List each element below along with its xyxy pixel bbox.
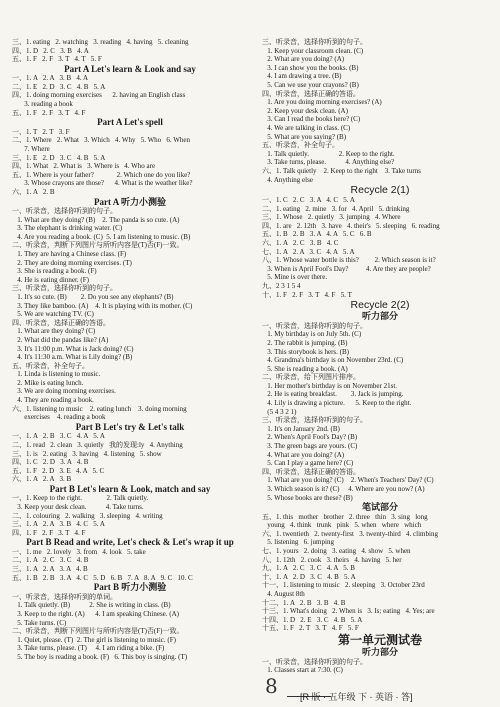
section-heading: 听力部分 xyxy=(361,311,398,322)
answer-line: young 4. think trunk pink 5. when where which xyxy=(262,521,422,530)
answer-line: 八、1. 12th 2. cook 3. theirs 4. having 5. her xyxy=(262,555,402,564)
answer-line: exercises 4. reading a book xyxy=(12,413,106,422)
answer-line: 3. Can I read the books here? (C) xyxy=(262,115,361,124)
answer-line: 3. Which season is it? (C) 4. Where are you now? (A) xyxy=(262,485,425,493)
answer-line: 四、听录音，选择正确的答语。 xyxy=(12,318,110,327)
answer-line: 六、1. A 2. B xyxy=(12,187,55,196)
answer-line: 4. Grandma's birthday is on November 23rd. (C) xyxy=(262,356,404,365)
answer-line: 2. Mike is eating lunch. xyxy=(12,378,84,387)
answer-line: 三、1. Whose 2. quietly 3. jumping 4. Where xyxy=(262,213,401,222)
answer-line: 五、1. B 2. B 3. A 4. A 5. C 6. B xyxy=(262,230,372,239)
answer-line: 一、1. C 2. C 3. A 4. C 5. A xyxy=(262,196,355,205)
answer-line: 四、1. are 2. 12th 3. have 4. their's 5. sleeping 6. reading xyxy=(262,221,440,230)
answer-line: 三、1. A 2. A 3. B 4. C 5. A xyxy=(12,520,105,529)
answer-line: 一、1. T 2. T 3. F xyxy=(12,127,70,136)
section-heading: Part B 听力小测验 xyxy=(93,582,167,593)
answer-line: 4. They are reading a book. xyxy=(12,396,94,405)
section-heading: Part B Let's learn & Look, match and say xyxy=(49,483,211,494)
answer-line: 1. Quiet, please. (T) 2. The girl is listening to music. (F) xyxy=(12,635,176,644)
answer-line: 十三、1. What's doing 2. When is 3. Is; eating 4. Yes; are xyxy=(262,607,435,616)
answer-line: 1. Are you doing morning exercises? (A) xyxy=(262,98,382,107)
answer-line: 5. listening 6. jumping xyxy=(262,538,334,547)
answer-line: 十五、1. F 2. T 3. T 4. F 5. F xyxy=(262,624,359,633)
answer-line: 5. Can I play a game here? (C) xyxy=(262,459,354,468)
answer-line: 六、1. listening to music 2. eating lunch 3. doing morning xyxy=(12,404,187,413)
answer-line: 3. Take turns, please. 4. Anything else? xyxy=(262,158,395,167)
answer-line: 三、听录音，选择你听到的句子。 xyxy=(262,416,367,425)
left-column xyxy=(12,38,248,662)
answer-line: 4. What are you doing? (A) xyxy=(262,450,345,459)
answer-line: 3. They like bamboo. (A) 4. It is playing with its mother. (C) xyxy=(12,301,193,310)
answer-line: 3. When is April Fool's Day? 4. Are they are people? xyxy=(262,264,431,273)
answer-line: 三、听录音，选择你听到的句子。 xyxy=(262,38,367,46)
answer-line: 4. Are you reading a book. (C) 5. I am listening to music. (B) xyxy=(12,232,191,241)
answer-line: 四、1. doing morning exercises 2. having an English class xyxy=(12,91,186,100)
answer-line: 一、1. A 2. B 3. C 4. A 5. A xyxy=(12,432,105,441)
answer-line: 3. Take turns, please. (T) 4. I am riding a bike. (F) xyxy=(12,644,165,653)
answer-line: 二、1. Where 2. What 3. Which 4. Why 5. Who 6. When xyxy=(12,136,191,145)
answer-line: 1. It's so cute. (B) 2. Do you see any elephants? (B) xyxy=(12,292,174,301)
answer-line: 二、1. A 2. C 3. C 4. B xyxy=(12,556,89,565)
answer-line: 4. Anything else xyxy=(262,175,313,184)
answer-line: 1. Classes start at 7:30. (C) xyxy=(262,666,343,675)
answer-line: 六、1. A 2. C 3. B 4. C xyxy=(262,239,339,248)
answer-line: 九、1. A 2. C 3. C 4. A 5. B xyxy=(262,564,355,573)
answer-line: 一、听录音，选择你听到的句子。 xyxy=(262,657,367,666)
answer-line: 五、1. this mother brother 2. three thin 3. sing long xyxy=(262,512,428,521)
answer-line: 5. The boy is reading a book. (F) 6. This boy is singing. (T) xyxy=(12,652,188,661)
answer-line: 五、1. F 2. D 3. E 4. A 5. C xyxy=(12,466,105,475)
answer-line: 四、1. C 2. D 3. A 4. B xyxy=(12,458,89,467)
answer-line: 四、1. D 2. C 3. B 4. A xyxy=(12,46,89,55)
answer-line: 1. Linda is listening to music. xyxy=(12,370,101,379)
answer-line: 2. Keep your desk clean. (A) xyxy=(262,106,348,115)
answer-line: 4. He is eating dinner. (F) xyxy=(12,275,89,284)
answer-line: 1. My birthday is on July 5th. (C) xyxy=(262,330,362,339)
answer-line: 5. Can we use your crayons? (B) xyxy=(262,80,359,89)
answer-line: 二、听录音，判断下列图片与所听内容是(T)否(F)一致。 xyxy=(12,627,184,636)
answer-line: 五、1. F 2. F 3. T 4. T 5. F xyxy=(12,55,102,64)
answer-line: (5 4 3 2 1) xyxy=(262,407,297,416)
answer-line: 二、听录音，给下列图片排序。 xyxy=(262,373,360,382)
answer-line: 三、1. E 2. D 3. C 4. B 5. A xyxy=(12,153,106,162)
answer-line: 七、1. A 2. A 3. C 4. A 5. A xyxy=(262,247,355,256)
section-heading: Recycle 2(2) xyxy=(350,299,410,312)
answer-line: 2. What did the pandas like? (A) xyxy=(12,335,109,344)
answer-line: 十一、1. listening to music 2. sleeping 3. October 23rd xyxy=(262,581,425,590)
answer-line: 一、1. me 2. lovely 3. from 4. look 5. take xyxy=(12,547,146,556)
answer-line: 十、1. F 2. F 3. T 4. F 5. T xyxy=(262,290,352,299)
answer-line: 五、1. Where is your father? 2. Which one do you like? xyxy=(12,170,191,179)
answer-line: 5. Mine is over there. xyxy=(262,273,328,282)
answer-line: 六、1. twentieth 2. twenty-first 3. twenty-third 4. climbing xyxy=(262,529,438,538)
answer-line: 3. I can show you the books. (B) xyxy=(262,63,359,72)
section-heading: 听力部分 xyxy=(361,647,398,657)
footer-label: [R 版 · 五年级 下 · 英语 · 答] xyxy=(300,692,413,702)
answer-line: 十四、1. D 2. E 3. C 4. B 5. A xyxy=(262,615,363,624)
answer-line: 1. Talk quietly. 2. Keep to the right. xyxy=(262,149,395,158)
answer-line: 十、1. A 2. D 3. C 4. B 5. A xyxy=(262,572,356,581)
answer-line: 2. What are you doing? (A) xyxy=(262,55,345,64)
answer-line: 四、1. F 2. F 3. T 4. F xyxy=(12,528,86,537)
answer-line: 八、1. Whose water bottle is this? 2. Which season is it? xyxy=(262,256,436,265)
answer-line: 1. Keep your classroom clean. (C) xyxy=(262,46,364,55)
answer-line: 1. What are they doing? (C) xyxy=(12,327,96,336)
answer-line: 3. Whose crayons are those? 4. What is the weather like? xyxy=(12,179,193,188)
answer-line: 五、1. F 2. F 3. T 4. F xyxy=(12,108,86,117)
answer-line: 三、听录音，选择你听到的句子。 xyxy=(12,284,117,293)
answer-line: 1. What are they doing? (B) 2. The panda is so cute. (A) xyxy=(12,215,180,224)
answer-line: 一、1. Keep to the right. 2. Talk quietly. xyxy=(12,494,149,503)
page-number: 8 xyxy=(265,674,278,698)
answer-line: 3. This storybook is hers. (B) xyxy=(262,347,349,356)
answer-line: 4. August 8th xyxy=(262,590,305,599)
answer-line: 五、听录音，补全句子。 xyxy=(262,141,339,150)
answer-line: 四、1. What 2. What is 3. Where is 4. Who are xyxy=(12,162,156,171)
section-heading: Part A Let's spell xyxy=(97,117,163,128)
answer-line: 5. What are you saying? (B) xyxy=(262,132,347,141)
answer-line: 3. The green bags are yours. (C) xyxy=(262,442,358,451)
answer-line: 九、2 3 1 5 4 xyxy=(262,282,301,291)
answer-line: 三、1. A 2. A 3. A 4. B xyxy=(12,565,88,574)
answer-line: 3. We are doing morning exercises. xyxy=(12,387,116,396)
section-heading: Part B Read and write, Let's check & Let's wrap it up xyxy=(26,537,234,548)
right-column xyxy=(262,38,498,675)
answer-line: 3. reading a book xyxy=(12,100,73,109)
answer-line: 四、听录音，选择正确的答语。 xyxy=(262,467,360,476)
answer-line: 5. Whose books are these? (B) xyxy=(262,493,353,502)
answer-line: 2. They are doing morning exercises. (T) xyxy=(12,258,132,267)
answer-line: 4. I am drawing a tree. (B) xyxy=(262,72,342,81)
answer-line: 七、1. yours 2. doing 3. eating 4. show 5. when xyxy=(262,547,411,556)
answer-line: 2. The rabbit is jumping. (B) xyxy=(262,338,348,347)
answer-line: 二、1. colouring 2. walking 3. sleeping 4. writing xyxy=(12,511,163,520)
answer-line: 二、1. eating 2. mine 3. for 4. April 5. drinking xyxy=(262,204,410,213)
answer-line: 三、1. eating 2. watching 3. reading 4. having 5. cleaning xyxy=(12,38,189,46)
section-heading: Part B Let's try & Let's talk xyxy=(75,421,185,432)
answer-line: 1. It's on January 2nd. (B) xyxy=(262,424,340,433)
answer-line: 六、1. A 2. A 3. B xyxy=(12,475,72,484)
answer-line: 一、听录音，选择你听到的句子。 xyxy=(12,207,117,215)
answer-line: 5. Take turns. (C) xyxy=(12,618,67,627)
section-heading: 第一单元测试卷 xyxy=(337,633,422,647)
answer-line: 3. It's 11:00 p.m. What is Jack doing? (C) xyxy=(12,344,134,353)
answer-line: 二、听录音，判断下列图片与所听内容是(T)否(F)一致。 xyxy=(12,241,184,250)
section-heading: Recycle 2(1) xyxy=(350,184,410,197)
answer-line: 4. It's 11:30 a.m. What is Lily doing? (B) xyxy=(12,353,133,362)
answer-line: 1. They are having a Chinese class. (F) xyxy=(12,249,127,258)
answer-line: 3. She is reading a book. (F) xyxy=(12,267,97,276)
answer-line: 一、听录音，选择你听到的单词。 xyxy=(12,592,117,601)
answer-line: 2. When's April Fool's Day? (B) xyxy=(262,433,358,442)
section-heading: Part A 听力小测验 xyxy=(94,196,166,207)
answer-line: 3. The elephant is drinking water. (C) xyxy=(12,224,123,233)
answer-line: 十二、1. A 2. B 3. B 4. B xyxy=(262,598,346,607)
answer-line: 二、1. E 2. D 3. C 4. B 5. A xyxy=(12,82,106,91)
answer-line: 五、听录音，补全句子。 xyxy=(12,361,89,370)
answer-line: 一、听录音，选择你听到的句子。 xyxy=(262,321,367,330)
section-heading: Part A Let's learn & Look and say xyxy=(64,63,196,74)
answer-line: 1. Her mother's birthday is on November 21st. xyxy=(262,381,398,390)
answer-line: 二、1. read 2. clean 3. quietly 我的发现:ly 4. Anything xyxy=(12,440,183,449)
answer-line: 1. What are you doing? (C) 2. When's Teachers' Day? (C) xyxy=(262,476,434,485)
answer-line: 5. We are watching TV. (C) xyxy=(12,310,94,319)
section-heading: 笔试部分 xyxy=(361,502,398,513)
answer-line: 4. We are talking in class. (C) xyxy=(262,123,351,132)
answer-line: 7. Where xyxy=(12,144,50,153)
answer-line: 4. Lily is drawing a picture. 5. Keep to the right. xyxy=(262,399,412,408)
answer-line: 1. Talk quietly. (B) 2. She is writing in class. (B) xyxy=(12,601,171,610)
answer-line: 四、听录音，选择正确的答语。 xyxy=(262,89,360,98)
answer-line: 六、1. Talk quietly 2. Keep to the right 3. Take turns xyxy=(262,166,421,175)
answer-line: 5. She is reading a book. (A) xyxy=(262,364,348,373)
answer-line: 一、1. A 2. A 3. B 4. A xyxy=(12,74,89,83)
answer-line: 三、1. is 2. eating 3. having 4. listening 5. show xyxy=(12,449,162,458)
answer-line: 2. He is eating breakfast. 3. Jack is jumping. xyxy=(262,390,404,399)
answer-line: 五、1. B 2. B 3. A 4. C 5. D 6. B 7. A 8. A 9. C 10. C xyxy=(12,573,193,582)
answer-line: 3. Keep to the right. (A) 4. I am speaking Chinese. (A) xyxy=(12,609,179,618)
answer-line: 3. Keep your desk clean. 4. Take turns. xyxy=(12,503,144,511)
